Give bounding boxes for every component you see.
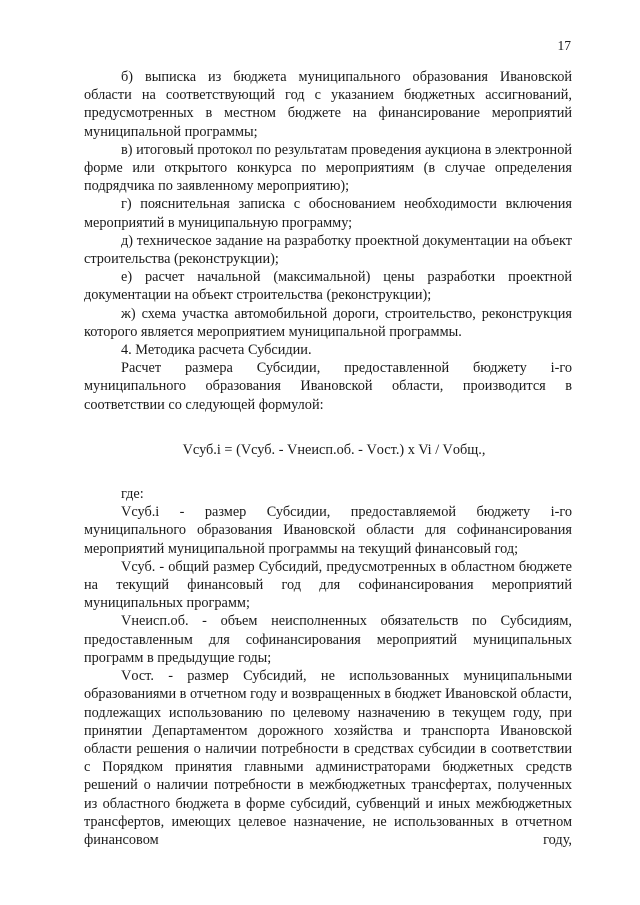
paragraph-item-zh: ж) схема участка автомобильной дороги, строительство, реконструкция которого является мероприятием муниципальной программы.	[84, 305, 572, 340]
paragraph-item-g: г) пояснительная записка с обоснованием необходимости включения мероприятий в муниципальную программу;	[84, 196, 572, 231]
subsidy-formula: Vсуб.i = (Vсуб. - Vнеисп.об. - Vост.) x Vi / Vобщ.,	[182, 441, 486, 458]
paragraph-calculation-intro: Расчет размера Субсидии, предоставленной бюджету i-го муниципального образования Ивановской области, производится в соответствии со следующей формулой:	[84, 360, 572, 413]
paragraph-item-v: в) итоговый протокол по результатам проведения аукциона в электронной форме или открытого конкурса по мероприятиям (в случае определения подрядчика по заявленному мероприятию);	[84, 141, 572, 195]
definition-vost: Vост. - размер Субсидий, не использованных муниципальными образованиями в отчетном году и возвращенных в бюджет Ивановской области, подлежащих использованию по целевому назначению в текущем году, при принятии Департаментом дорожного хозяйства и транспорта Ивановской области решения о наличии потребности в средствах субсидии в соответствии с Порядком принятия главными администраторами бюджетных средств решений о наличии потребности в межбюджетных трансфертах, полученных из областного бюджета в форме субсидий, субвенций и иных межбюджетных трансфертов, имеющих целевое назначение, не использованных в отчетном финансовом году,	[84, 668, 572, 848]
section-heading-methodology: 4. Методика расчета Субсидии.	[121, 342, 312, 359]
paragraph-item-d: д) техническое задание на разработку проектной документации на объект строительства (реконструкции);	[84, 232, 572, 268]
paragraph-where: где:	[121, 486, 144, 503]
page-number: 17	[557, 38, 571, 53]
definition-vsub: Vсуб. - общий размер Субсидий, предусмотренных в областном бюджете на текущий финансовый год для софинансирования мероприятий муниципальных программ;	[84, 558, 572, 612]
paragraph-item-b: б) выписка из бюджета муниципального образования Ивановской области на соответствующий год с указанием бюджетных ассигнований, предусмотренных в местном бюджете на финансирование мероприятий муниципальной программы;	[84, 69, 572, 140]
definition-vneisp: Vнеисп.об. - объем неисполненных обязательств по Субсидиям, предоставленным для софинансирования мероприятий муниципальных программ в предыдущие годы;	[84, 613, 572, 666]
document-body	[84, 68, 572, 849]
paragraph-item-e: е) расчет начальной (максимальной) цены разработки проектной документации на объект строительства (реконструкции);	[84, 269, 572, 304]
definition-vsub-i: Vсуб.i - размер Субсидии, предоставляемой бюджету i-го муниципального образования Ивановской области для софинансирования мероприятий муниципальной программы на текущий финансовый год;	[84, 504, 572, 557]
